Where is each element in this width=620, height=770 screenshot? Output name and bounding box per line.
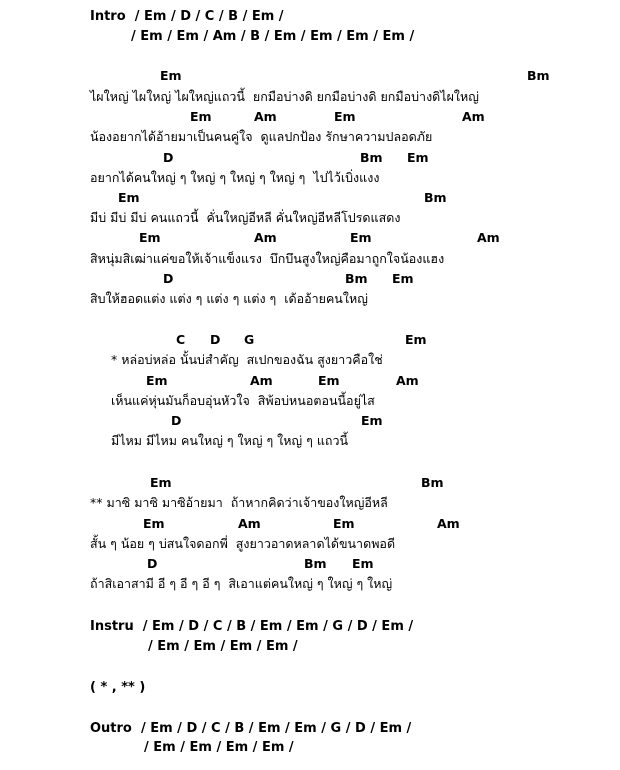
chord: Em xyxy=(407,150,429,165)
chord: Am xyxy=(437,516,460,531)
chord: Am xyxy=(254,230,277,245)
chord: Bm xyxy=(360,150,383,165)
chord: Bm xyxy=(424,190,447,205)
chord: G xyxy=(244,332,255,347)
outro-chords-line-1: / Em / D / C / B / Em / Em / G / D / Em / xyxy=(140,721,412,736)
intro-chords-line-1: / Em / D / C / B / Em / xyxy=(134,9,284,24)
chord: Em xyxy=(160,68,182,83)
outro-label: Outro xyxy=(90,721,132,736)
lyric-line: มีไหม มีไหม คนใหญ่ ๆ ใหญ่ ๆ ใหญ่ ๆ แถวนี้ xyxy=(111,433,349,448)
intro-section xyxy=(90,10,284,23)
chord: Am xyxy=(254,109,277,124)
chord: Em xyxy=(150,475,172,490)
chord: Em xyxy=(392,271,414,286)
outro-chords-line-2: / Em / Em / Em / Em / xyxy=(144,740,294,755)
chord: D xyxy=(163,150,174,165)
chord: Am xyxy=(238,516,261,531)
chord: D xyxy=(147,556,158,571)
instru-chords-line-2: / Em / Em / Em / Em / xyxy=(148,639,298,654)
chord: Em xyxy=(334,109,356,124)
chord: Bm xyxy=(304,556,327,571)
lyric-line: ไผใหญ่ ไผใหญ่ ไผใหญ่แถวนี้ ยกมือบ่างดิ ยกมือบ่างดิ ยกมือบ่างดิไผใหญ่ xyxy=(90,89,479,104)
chord: Em xyxy=(350,230,372,245)
instru-section xyxy=(90,620,413,633)
instru-chords-line-1: / Em / D / C / B / Em / Em / G / D / Em / xyxy=(142,619,414,634)
chord: Em xyxy=(405,332,427,347)
lyric-line: สั้น ๆ น้อย ๆ บ่สนใจดอกพี่ สูงยาวอาดหลาดได้ขนาดพอดี xyxy=(90,536,396,551)
repeat-marker: ( * , ** ) xyxy=(90,680,146,695)
chord: Bm xyxy=(345,271,368,286)
lyric-line: ** มาซิ มาซิ มาซิอ้ายมา ถ้าหากคิดว่าเจ้าของใหญ่อีหลี xyxy=(90,495,388,510)
outro-section xyxy=(90,722,411,735)
chord: D xyxy=(163,271,174,286)
intro-chords-line-2: / Em / Em / Am / B / Em / Em / Em / Em / xyxy=(131,29,415,44)
lyric-line: อยากได้คนใหญ่ ๆ ใหญ่ ๆ ใหญ่ ๆ ใหญ่ ๆ ไปไว้เบิ่งแงง xyxy=(90,170,380,185)
chord: Am xyxy=(462,109,485,124)
chord: D xyxy=(210,332,221,347)
chord: D xyxy=(171,413,182,428)
chord: Bm xyxy=(421,475,444,490)
lyric-line: * หล่อบ่หล่อ นั้นบ่สำคัญ สเปกของฉัน สูงยาวคือใช่ xyxy=(111,352,383,367)
chord: Bm xyxy=(527,68,550,83)
chord: Am xyxy=(396,373,419,388)
chord: Em xyxy=(361,413,383,428)
chord: Em xyxy=(333,516,355,531)
lyric-line: มีบ่ มีบ่ มีบ่ คนแถวนี้ คั่นใหญ่อีหลี คั่นใหญ่อีหลีโปรดแสดง xyxy=(90,210,401,225)
chord: Em xyxy=(146,373,168,388)
chord: Em xyxy=(139,230,161,245)
chord: Am xyxy=(250,373,273,388)
chord: Em xyxy=(118,190,140,205)
intro-label: Intro xyxy=(90,9,126,24)
lyric-line: น้องอยากได้อ้ายมาเป็นคนคู่ใจ ดูแลปกป้อง รักษาความปลอดภัย xyxy=(90,129,433,144)
lyric-line: เห็นแค่หุ่นมันก็อบอุ่นหัวใจ สิพ้อบ่หนอตอนนี้อยู่ไส xyxy=(111,393,375,408)
chord: Am xyxy=(477,230,500,245)
lyric-line: สิบให้ฮอดแต่ง แต่ง ๆ แต่ง ๆ แต่ง ๆ เด้ออ้ายคนใหญ่ xyxy=(90,291,368,306)
chord: Em xyxy=(318,373,340,388)
chord: Em xyxy=(190,109,212,124)
lyric-line: สิหนุ่มสิเฒ่าแค่ขอให้เจ้าแข็งแรง บึกบึนสูงใหญ่คือมาถูกใจน้องแฮง xyxy=(90,251,445,266)
instru-label: Instru xyxy=(90,619,134,634)
chord: Em xyxy=(352,556,374,571)
chord: C xyxy=(176,332,186,347)
lyric-line: ถ้าสิเอาสามี อี ๆ อี ๆ อี ๆ สิเอาแต่คนใหญ่ ๆ ใหญ่ ๆ ใหญ่ xyxy=(90,576,393,591)
chord: Em xyxy=(143,516,165,531)
